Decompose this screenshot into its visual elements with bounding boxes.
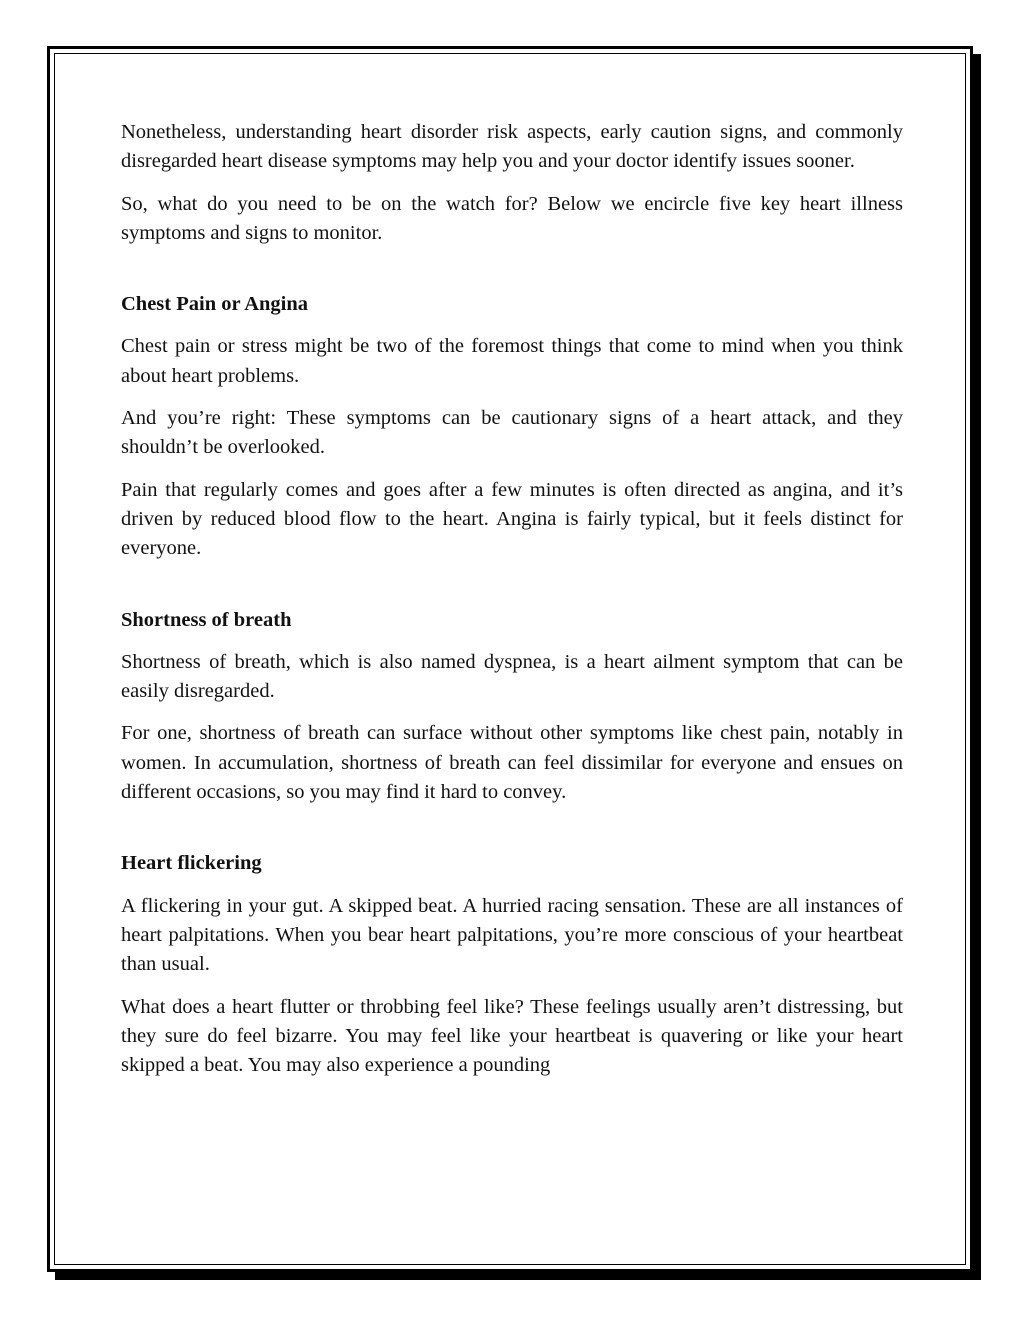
shortness-of-breath-paragraph-1: Shortness of breath, which is also named dyspnea, is a heart ailment symptom that can be easily disregarded. — [121, 650, 903, 703]
intro-paragraph-1: Nonetheless, understanding heart disorder risk aspects, early caution signs, and commonly disregarded heart disease symptoms may help you and your doctor identify issues sooner. — [121, 121, 903, 173]
intro-paragraph-2: So, what do you need to be on the watch for? Below we encircle five key heart illness symptoms and signs to monitor. — [121, 192, 903, 244]
heart-flickering-paragraph-2: What does a heart flutter or throbbing feel like? These feelings usually aren’t distressing, but they sure do feel bizarre. You may feel like your heartbeat is quavering or like your heart skipped a beat. You may also experience a pounding — [121, 995, 903, 1077]
section-heading-chest-pain: Chest Pain or Angina — [121, 293, 309, 316]
section-heading-heart-flickering: Heart flickering — [121, 852, 262, 875]
heart-flickering-paragraph-1: A flickering in your gut. A skipped beat. A hurried racing sensation. These are all instances of heart palpitations. When you bear heart palpitations, you’re more conscious of your heartbeat than usual. — [121, 894, 903, 976]
section-heading-shortness-of-breath: Shortness of breath — [121, 608, 292, 631]
chest-pain-paragraph-1: Chest pain or stress might be two of the foremost things that come to mind when you think about heart problems. — [121, 335, 903, 387]
document-body — [121, 118, 903, 1093]
chest-pain-paragraph-3: Pain that regularly comes and goes after a few minutes is often directed as angina, and it’s driven by reduced blood flow to the heart. Angina is fairly typical, but it feels distinct for everyone. — [121, 478, 903, 560]
section-chest-pain — [121, 290, 903, 563]
shortness-of-breath-paragraph-2: For one, shortness of breath can surface without other symptoms like chest pain, notably in women. In accumulation, shortness of breath can feel dissimilar for everyone and ensues on different occasions, so you may find it hard to convey. — [121, 722, 903, 804]
section-heart-flickering — [121, 849, 903, 1080]
section-shortness-of-breath — [121, 606, 903, 808]
chest-pain-paragraph-2: And you’re right: These symptoms can be cautionary signs of a heart attack, and they shouldn’t be overlooked. — [121, 407, 903, 459]
